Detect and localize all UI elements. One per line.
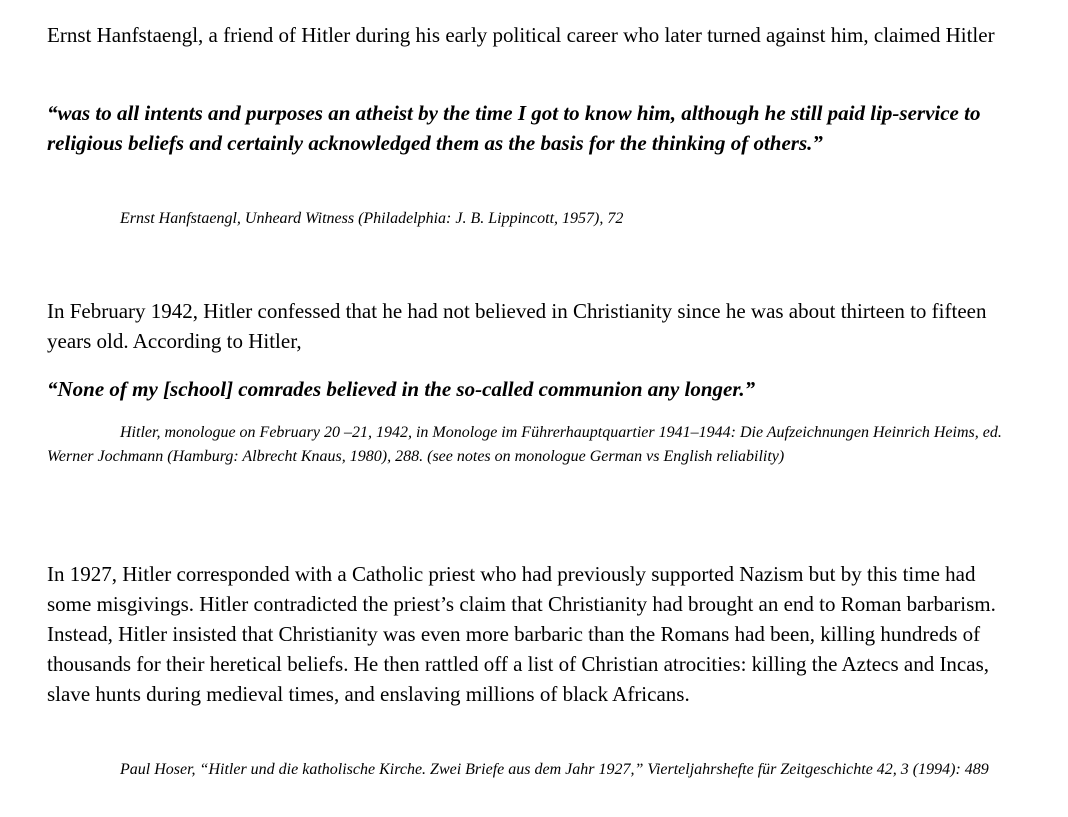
section-february-1942-citation [47,421,1017,469]
intro-paragraph: In February 1942, Hitler confessed that he had not believed in Christianity since he was about thirteen to fifteen years old. According to Hitler, [47,299,987,353]
intro-paragraph: In 1927, Hitler corresponded with a Catholic priest who had previously supported Nazism but by this time had some misgivings. Hitler contradicted the priest’s claim that Christianity had brought an end to Roman barbarism. Instead, Hitler insisted that Christianity was even more barbaric than the Romans had been, killing hundreds of thousands for their heretical beliefs. He then rattled off a list of Christian atrocities: killing the Aztecs and Incas, slave hunts during medieval times, and enslaving millions of black Africans. [47,562,996,706]
block-quote: “was to all intents and purposes an atheist by the time I got to know him, although he still paid lip-service to religious beliefs and certainly acknowledged them as the basis for the thinking of others.” [47,101,981,155]
citation: Paul Hoser, “Hitler und die katholische Kirche. Zwei Briefe aus dem Jahr 1927,” Vierteljahrshefte für Zeitgeschichte 42, 3 (1994): 489 [120,761,989,778]
section-hanfstaengl [47,20,1017,50]
citation: Ernst Hanfstaengl, Unheard Witness (Philadelphia: J. B. Lippincott, 1957), 72 [120,210,624,227]
section-1927-letter [47,559,1017,709]
block-quote: “None of my [school] comrades believed in the so-called communion any longer.” [47,377,756,401]
section-february-1942-quote [47,374,1017,404]
section-hanfstaengl-quote [47,98,1017,158]
citation: Hitler, monologue on February 20 –21, 1942, in Monologe im Führerhauptquartier 1941–1944: Die Aufzeichnungen Heinrich Heims, ed. Werner Jochmann (Hamburg: Albrecht Knaus, 1980), 288. (see notes on monologue German vs English reliability) [47,424,1002,465]
section-hanfstaengl-citation [47,207,1017,231]
section-1927-citation [47,758,1017,782]
intro-paragraph: Ernst Hanfstaengl, a friend of Hitler during his early political career who later turned against him, claimed Hitler [47,23,995,47]
section-february-1942 [47,296,1017,356]
